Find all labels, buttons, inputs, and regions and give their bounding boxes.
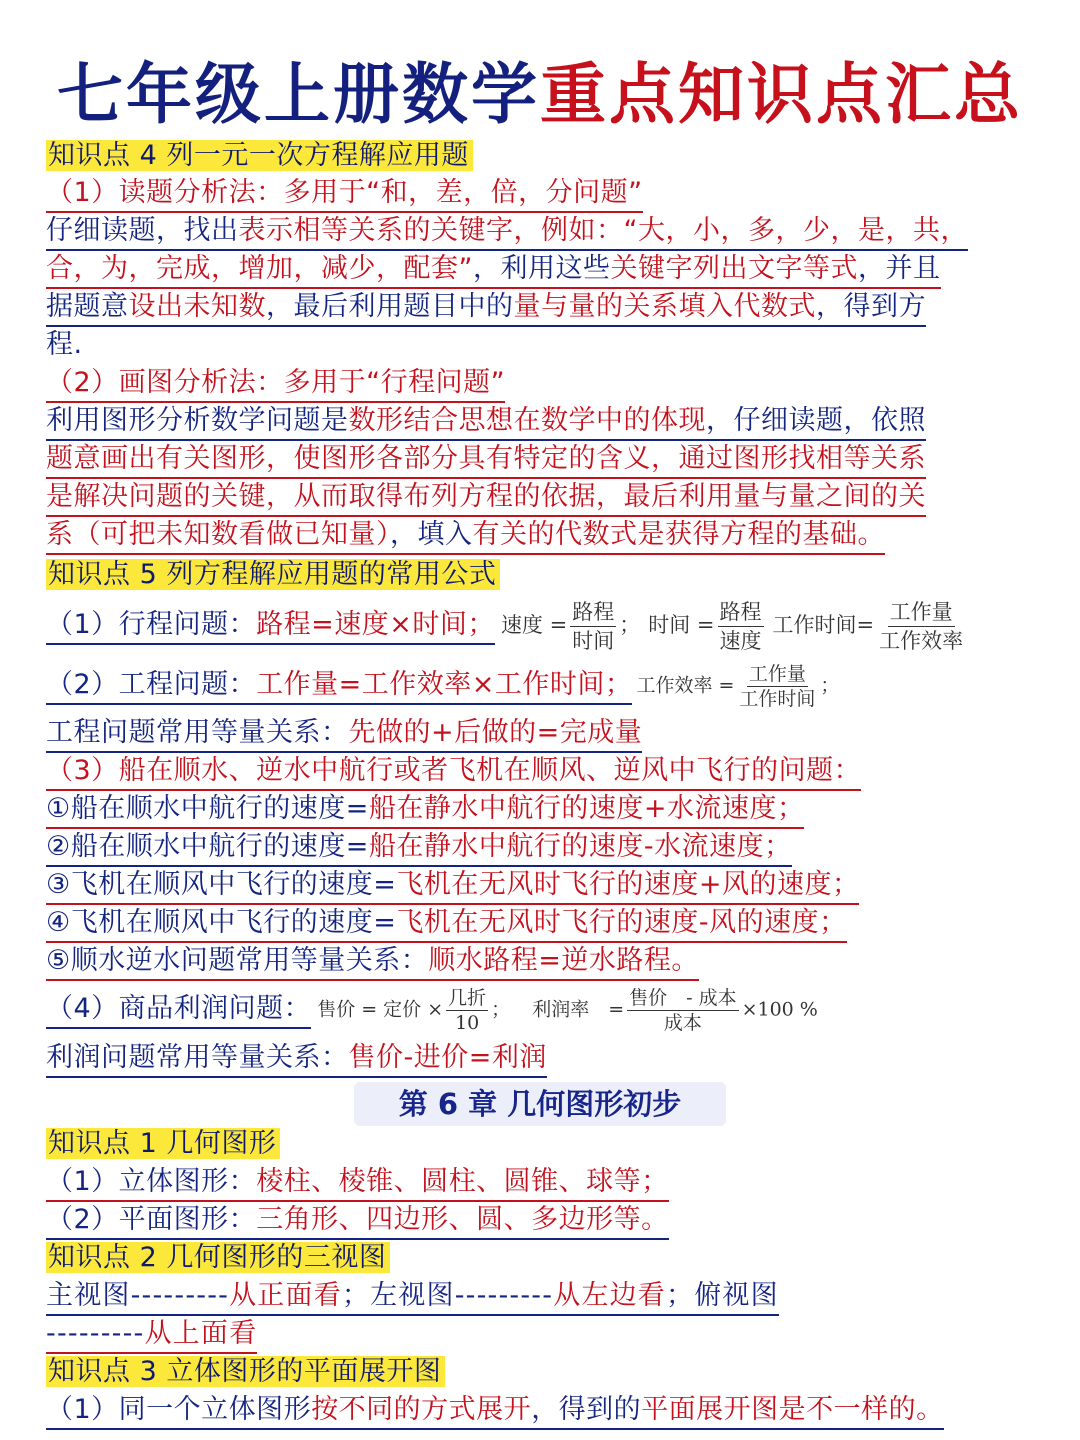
rate-tail: ×100 %: [741, 998, 818, 1020]
sec5-heading-row: [46, 557, 500, 593]
k2-l1a: 主视图---------: [46, 1280, 230, 1311]
sec4-method2-heading: （2）画图分析法：多用于“行程问题”: [46, 365, 505, 403]
boat-item-2: [46, 829, 792, 867]
k2-l1c: ；左视图---------: [341, 1280, 554, 1311]
sec5-heading: 知识点 5 列方程解应用题的常用公式: [46, 559, 500, 590]
travel-text: [46, 607, 495, 645]
m1-l1a: 仔细读题，找出: [46, 215, 239, 246]
sale-price-formula: [317, 986, 510, 1035]
m1-l3c: ，最后利用题目中的: [266, 291, 514, 322]
m2-l3b: ，从而取得布列方程的依据，最后利用量与量之间的关: [266, 481, 926, 512]
boat-3b: 飞机在无风时飞行的速度+风的速度；: [396, 869, 860, 900]
speed-num: 路程: [570, 598, 616, 627]
m1-l2c: 关键字列出文字等式: [610, 253, 858, 284]
rate-fraction: [627, 986, 738, 1035]
efficiency-sep: ；: [820, 674, 840, 696]
rate-num: 售价 - 成本: [629, 986, 737, 1009]
efficiency-den: 工作时间: [739, 687, 816, 710]
time-num: 路程: [718, 598, 764, 627]
sale-lhs: 售价 = 定价 ×: [317, 998, 444, 1020]
ch6-k1-line1: [46, 1164, 669, 1202]
sec4-method2-line4: [46, 517, 885, 555]
boat-item-5: [46, 943, 699, 981]
project-label: （2）工程问题：: [46, 669, 257, 700]
efficiency-fraction: [737, 662, 817, 711]
ch6-k3-heading: 知识点 3 立体图形的平面展开图: [46, 1356, 445, 1387]
sec4-method2-line1: [46, 403, 926, 441]
m2-l3a: 是解决问题的关键: [46, 481, 266, 512]
ch6-k2-heading-row: [46, 1240, 390, 1276]
time-lhs: 时间 =: [648, 612, 715, 637]
sec4-method2-line3: [46, 479, 926, 517]
m1-l3d: 量与量的关系填入代数式: [513, 291, 816, 322]
m1-l2b: ，利用这些: [473, 253, 611, 284]
sec4-heading-row: [46, 138, 473, 174]
m1-l3b: 设出未知数: [128, 291, 266, 322]
worktime-num: 工作量: [888, 598, 955, 627]
page-title: [0, 56, 1080, 134]
sec5-project-row: [46, 660, 839, 712]
k3-l1b: 按不同的方式展开: [311, 1394, 532, 1425]
boat-4a: ④飞机在顺风中飞行的速度=: [46, 907, 397, 938]
boat-2a: ②船在顺水中航行的速度=: [46, 831, 369, 862]
sec4-method2-line2: 题意画出有关图形，使图形各部分具有特定的含义，通过图形找相等关系: [46, 441, 926, 479]
speed-sep: ；: [619, 612, 641, 637]
k2-l1d: 从左边看: [553, 1280, 667, 1311]
k1-l1b: 棱柱、棱锥、圆柱、圆锥、球等；: [256, 1166, 669, 1197]
m1-l1b: 表示相等关系的关键字: [238, 215, 514, 246]
efficiency-num: 工作量: [748, 662, 806, 685]
title-part1: 七年级上册数学: [57, 56, 540, 133]
k2-l2b: 从上面看: [144, 1318, 258, 1349]
k1-l2a: （2）平面图形：: [46, 1204, 257, 1235]
efficiency-formula: [636, 662, 839, 711]
m1-l2d: ，并且: [858, 253, 941, 284]
boat-2b: 船在静水中航行的速度-水流速度；: [368, 831, 792, 862]
sec5-boat-heading: （3）船在顺水、逆水中航行或者飞机在顺风、逆风中飞行的问题：: [46, 753, 861, 791]
project-text: [46, 667, 632, 705]
title-part2: 重点知识点汇总: [540, 56, 1023, 133]
m2-l1c: ，仔细读题，依照: [706, 405, 926, 436]
ch6-k3-heading-row: [46, 1354, 445, 1390]
sale-sep: ；: [491, 998, 511, 1020]
m2-l4c: 有关的代数式是获得方程的基础。: [472, 519, 885, 550]
m2-l1a: 利用图形分析数学问题是: [46, 405, 349, 436]
sec4-method1-heading: （1）读题分析法：多用于“和，差，倍，分问题”: [46, 175, 643, 213]
sec5-project-relation: [46, 715, 642, 753]
m2-l4b: ，填入: [390, 519, 473, 550]
boat-5a: ⑤顺水逆水问题常用等量关系：: [46, 945, 429, 976]
profit-label: （4）商品利润问题：: [46, 991, 311, 1029]
m1-l2a: 合，为，完成，增加，减少，配套”: [46, 253, 473, 284]
boat-5b: 顺水路程=逆水路程。: [428, 945, 699, 976]
k3-l1c: ，得到的: [531, 1394, 642, 1425]
worktime-fraction: [877, 598, 965, 655]
profit-rate-formula: [532, 986, 818, 1035]
m1-l1c: ，例如：“大，小，多，少，是，共，: [513, 215, 968, 246]
efficiency-lhs: 工作效率 =: [636, 674, 735, 696]
time-formula: [648, 598, 766, 655]
boat-3a: ③飞机在顺风中飞行的速度=: [46, 869, 397, 900]
boat-item-1: [46, 791, 804, 829]
sec4-method1-line3: [46, 289, 926, 327]
sec4-method1-line2: [46, 251, 941, 289]
m2-l4a: 系（可把未知数看做已知量）: [46, 519, 390, 550]
speed-formula: [501, 598, 640, 655]
project-rel-label: 工程问题常用等量关系：: [46, 717, 349, 748]
ch6-k1-line2: [46, 1202, 669, 1240]
ch6-k3-line1: [46, 1392, 944, 1430]
sec4-method1-line4: 程.: [46, 329, 83, 360]
sec5-travel-row: [46, 594, 968, 658]
speed-den: 时间: [572, 628, 615, 653]
worktime-formula: [773, 598, 969, 655]
speed-fraction: [570, 598, 616, 655]
ch6-k1-heading: 知识点 1 几何图形: [46, 1128, 280, 1159]
speed-lhs: 速度 =: [500, 612, 568, 637]
project-rel: 先做的+后做的=完成量: [348, 717, 643, 748]
m1-l3a: 据题意: [46, 291, 129, 322]
rate-den: 成本: [663, 1011, 702, 1034]
sec4-method1-line1: [46, 213, 968, 251]
m1-l3e: ，得到方: [816, 291, 926, 322]
profit-rel-label: 利润问题常用等量关系：: [46, 1042, 349, 1073]
k2-l1e: ；俯视图: [666, 1280, 779, 1311]
sec5-profit-row: [46, 981, 818, 1039]
sec4-heading: 知识点 4 列一元一次方程解应用题: [46, 140, 473, 171]
ch6-k2-line2: [46, 1316, 257, 1354]
boat-4b: 飞机在无风时飞行的速度-风的速度；: [396, 907, 847, 938]
k1-l1a: （1）立体图形：: [46, 1166, 257, 1197]
k2-l2a: ---------: [46, 1318, 145, 1349]
k2-l1b: 从正面看: [229, 1280, 342, 1311]
sale-den: 10: [455, 1011, 480, 1034]
ch6-k1-heading-row: [46, 1126, 280, 1162]
time-den: 速度: [719, 628, 762, 653]
boat-1a: ①船在顺水中航行的速度=: [46, 793, 369, 824]
travel-label: （1）行程问题：: [46, 609, 257, 640]
ch6-k2-line1: [46, 1278, 779, 1316]
worktime-lhs: 工作时间=: [772, 612, 875, 637]
k3-l1d: 平面展开图是不一样的。: [641, 1394, 944, 1425]
worktime-den: 工作效率: [879, 628, 964, 653]
rate-lhs: 利润率 =: [532, 998, 625, 1020]
travel-formula: 路程=速度×时间；: [256, 609, 495, 640]
profit-rel: 售价-进价=利润: [348, 1042, 547, 1073]
m2-l1b: 数形结合思想在数学中的体现: [348, 405, 706, 436]
ch6-k2-heading: 知识点 2 几何图形的三视图: [46, 1242, 390, 1273]
sale-num: 几折: [448, 986, 487, 1009]
chapter6-title: 第 6 章 几何图形初步: [354, 1082, 726, 1126]
boat-1b: 船在静水中航行的速度+水流速度；: [368, 793, 805, 824]
k3-l1a: （1）同一个立体图形: [46, 1394, 312, 1425]
sale-fraction: [446, 986, 488, 1035]
sec5-profit-relation: [46, 1040, 547, 1078]
k1-l2b: 三角形、四边形、圆、多边形等。: [256, 1204, 669, 1235]
project-formula: 工作量=工作效率×工作时间；: [256, 669, 633, 700]
boat-item-4: [46, 905, 847, 943]
time-fraction: [718, 598, 764, 655]
boat-item-3: [46, 867, 859, 905]
